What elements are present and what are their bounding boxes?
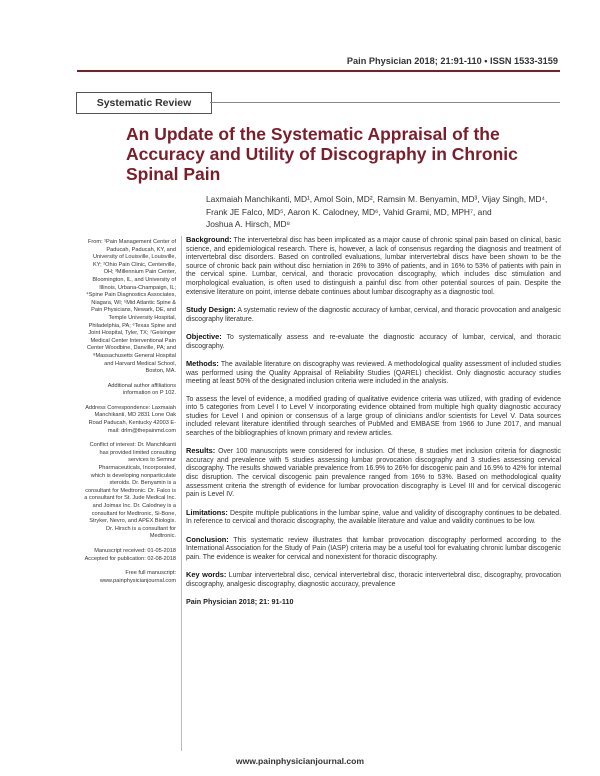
limitations-label: Limitations: xyxy=(186,507,228,517)
section-label: Systematic Review xyxy=(76,92,212,114)
keywords-paragraph xyxy=(186,571,561,589)
design-label: Study Design: xyxy=(186,304,236,314)
article-citation: Pain Physician 2018; 21: 91-110 xyxy=(186,597,294,607)
limitations-paragraph xyxy=(186,509,561,527)
design-text: A systematic review of the diagnostic accuracy of lumbar, cervical, and thoracic provocation and analgesic discography literature. xyxy=(186,306,561,323)
section-rule xyxy=(210,102,560,103)
results-paragraph xyxy=(186,447,561,500)
sidebar-notes xyxy=(84,239,176,592)
methods-label: Methods: xyxy=(186,358,219,368)
article-title: An Update of the Systematic Appraisal of the Accuracy and Utility of Discography in Chronic Spinal Pain xyxy=(126,124,518,184)
conflict-of-interest: Conflict of interest: Dr. Manchikanti has provided limited consulting services to Semnur Pharmaceuticals, Incorporated, which is developing nonparticulate steroids. Dr. Benyamin is a consultant for Medtronic. Dr. Falco is a consultant for St. Jude Medical Inc. and Joimax Inc. Dr. Calodney is a consultant for Medtronic, Si-Bone, Stryker, Nevro, and APEX Biologix. Dr. Hirsch is a consultant for Medtronic. xyxy=(84,442,176,540)
results-text: Over 100 manuscripts were considered for inclusion. Of these, 8 studies met inclusion criteria for diagnostic accuracy and prevalence with 5 studies assessing lumbar provocation discography and 3 studies assessing cervical discography. The results showed variable prevalence from 16.9% to 26% for discogenic pain and 16.9% to 42% for internal disc disruption. The cervical discogenic pain prevalence ranged from 16% to 53%. Based on methodological quality assessment criteria the strength of evidence for lumbar provocation discography is Level III and for cervical discogenic pain is Level IV. xyxy=(186,448,561,499)
keywords-text: Lumbar intervertebral disc, cervical intervertebral disc, thoracic intervertebral disc, discography, provocation discography, analgesic discography, diagnostic accuracy, prevalence xyxy=(186,572,562,588)
methods-text: The available literature on discography was reviewed. A methodological quality assessment of included studies was performed using the Quality Appraisal of Reliability Studies (QAREL) checklist. Only diagnostic accuracy studies meeting at least 50% of the designated inclusion criteria were included in the analysis. xyxy=(186,360,561,386)
additional-affiliations: Additional author affiliations information on P 102. xyxy=(107,382,176,397)
header-rule xyxy=(77,70,560,72)
author-line: Joshua A. Hirsch, MD⁸ xyxy=(206,219,291,229)
free-manuscript-link[interactable]: Free full manuscript: www.painphysicianjournal.com xyxy=(99,570,176,584)
keywords-label: Key words: xyxy=(186,570,227,580)
abstract xyxy=(186,236,561,616)
footer-url[interactable]: www.painphysicianjournal.com xyxy=(235,756,365,766)
background-text: The intervertebral disc has been implicated as a major cause of chronic spinal pain based on clinical, basic science, and epidemiological research. There is, however, a lack of consensus regarding the diagnosis and treatment of intervertebral disc disorders. Based on controlled evaluations, lumbar intervertebral discs have been shown to be the source of chronic back pain without disc herniation in 26% to 39% of patients, and in 16% to 53% of patients with pain in the cervical spine. Lumbar, cervical, and thoracic provocation discography, which includes disc stimulation and morphological evaluation, is often used to distinguish a painful disc from other potential sources of pain. Despite the extensive literature on point, intense debate continues about lumbar discography as a diagnostic tool. xyxy=(186,237,561,296)
top-margin xyxy=(0,0,600,46)
journal-citation-header: Pain Physician 2018; 21:91-110 • ISSN 1533-3159 xyxy=(346,56,558,66)
manuscript-dates: Manuscript received: 01-05-2018 Accepted for publication: 02-08-2018 xyxy=(84,547,176,562)
background-paragraph xyxy=(186,236,561,297)
affiliations: From: ¹Pain Management Center of Paducah, Paducah, KY, and University of Louisville, Louisville, KY; ²Ohio Pain Clinic, Centerville, OH; ³Millennium Pain Center, Bloomington, IL, and University of Illinois, Urbana-Champaign, IL; ⁴Spine Pain Diagnostics Associates, Niagara, WI; ⁵Mid Atlantic Spine & Pain Physicians, Newark, DE, and Temple University Hospital, Philadelphia, PA; ⁶Texas Spine and Joint Hospital, Tyler, TX; ⁷Geisinger Medical Center Interventional Pain Center Woodbine, Danville, PA; and ⁸Massachusetts General Hospital and Harvard Medical School, Boston, MA. xyxy=(86,239,176,375)
conclusion-label: Conclusion: xyxy=(186,534,229,544)
design-paragraph xyxy=(186,306,561,324)
background-label: Background: xyxy=(186,235,232,244)
methods-paragraph-2: To assess the level of evidence, a modified grading of qualitative evidence criteria was utilized, with grading of evidence into 5 categories from Level I to Level V incorporating evidence obtained from multiple high quality diagnostic accuracy studies for Level I and opinion or consensus of a large group of clinicians and/or scientists for Level V. Data sources included relevant literature identified through searches of PubMed and EMBASE from 1966 to June 2017, and manual searches of the bibliographies of known primary and review articles. xyxy=(186,395,561,437)
objective-paragraph xyxy=(186,333,561,351)
results-label: Results: xyxy=(186,446,216,456)
column-divider xyxy=(181,236,182,751)
limitations-text: Despite multiple publications in the lumbar spine, value and validity of discography continues to be debated. In reference to cervical and thoracic discography, the available literature and value and validity continues to be low. xyxy=(186,509,561,526)
objective-text: To systematically assess and re-evaluate the diagnostic accuracy of lumbar, cervical, and thoracic discography. xyxy=(186,333,562,350)
correspondence: Address Correspondence: Laxmaiah Manchikanti, MD 2831 Lone Oak Road Paducah, Kentucky 42003 E-mail: drlm@thepainmd.com xyxy=(85,404,176,434)
objective-label: Objective: xyxy=(186,331,222,341)
methods-paragraph xyxy=(186,360,561,387)
conclusion-paragraph xyxy=(186,536,561,563)
conclusion-text: This systematic review illustrates that lumbar provocation discography performed according to the International Association for the Study of Pain (IASP) criteria may be a useful tool for evaluating chronic lumbar discogenic pain. The evidence is weaker for cervical and nonexistent for thoracic discography. xyxy=(186,536,561,561)
author-list xyxy=(206,193,556,231)
author-line: Frank JE Falco, MD⁵, Aaron K. Calodney, MD⁶, Vahid Grami, MD, MPH⁷, and xyxy=(206,206,492,217)
author-line: Laxmaiah Manchikanti, MD¹, Amol Soin, MD², Ramsin M. Benyamin, MD³, Vijay Singh, MD⁴, xyxy=(206,194,548,204)
